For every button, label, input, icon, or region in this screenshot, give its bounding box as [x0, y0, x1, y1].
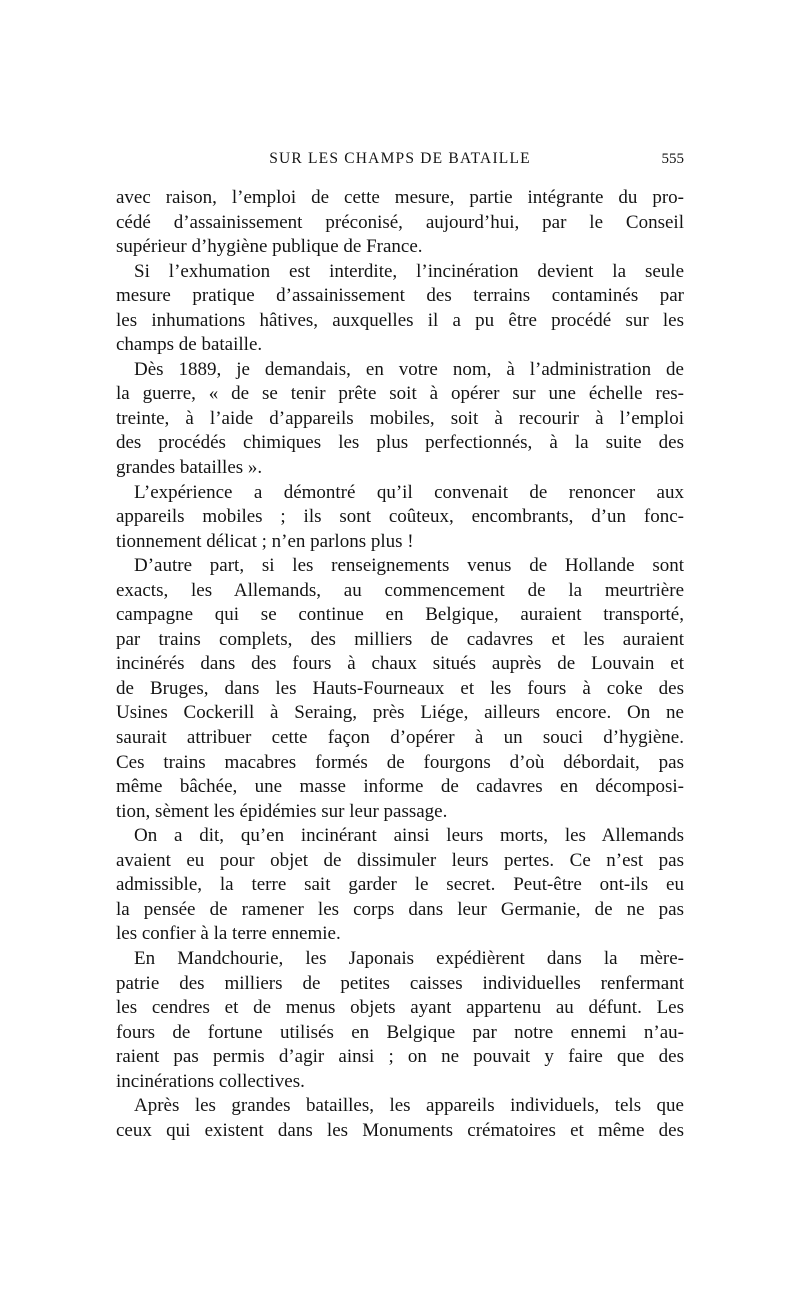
- running-header: [116, 148, 684, 170]
- text-line: avaient eu pour objet de dissimuler leurs pertes. Ce n’est pas: [116, 849, 684, 871]
- text-line: ceux qui existent dans les Monuments crématoires et même des: [116, 1119, 684, 1141]
- text-line: exacts, les Allemands, au commencement de la meurtrière: [116, 579, 684, 601]
- text-line: les confier à la terre ennemie.: [116, 923, 341, 945]
- text-line: Usines Cockerill à Seraing, près Liége, ailleurs encore. On ne: [116, 702, 684, 724]
- text-line: la pensée de ramener les corps dans leur Germanie, de ne pas: [116, 898, 684, 920]
- text-line: la guerre, « de se tenir prête soit à opérer sur une échelle res-: [116, 383, 684, 405]
- text-line: supérieur d’hygiène publique de France.: [116, 236, 423, 258]
- text-line: tionnement délicat ; n’en parlons plus !: [116, 530, 414, 552]
- text-line: mesure pratique d’assainissement des terrains contaminés par: [116, 285, 684, 307]
- text-line: Ces trains macabres formés de fourgons d’où débordait, pas: [116, 751, 684, 773]
- running-title: SUR LES CHAMPS DE BATAILLE: [269, 150, 531, 167]
- text-line: raient pas permis d’agir ainsi ; on ne pouvait y faire que des: [116, 1046, 684, 1068]
- text-line: D’autre part, si les renseignements venus de Hollande sont: [134, 555, 684, 577]
- text-line: treinte, à l’aide d’appareils mobiles, soit à recourir à l’emploi: [116, 407, 684, 429]
- text-line: saurait attribuer cette façon d’opérer à un souci d’hygiène.: [116, 727, 684, 749]
- text-line: même bâchée, une masse informe de cadavres en décomposi-: [116, 776, 684, 798]
- text-line: des procédés chimiques les plus perfectionnés, à la suite des: [116, 432, 684, 454]
- text-line: incinérations collectives.: [116, 1070, 305, 1092]
- text-line: Après les grandes batailles, les appareils individuels, tels que: [134, 1095, 684, 1117]
- text-line: admissible, la terre sait garder le secret. Peut-être ont-ils eu: [116, 874, 684, 896]
- text-line: grandes batailles ».: [116, 457, 263, 479]
- text-line: fours de fortune utilisés en Belgique par notre ennemi n’au-: [116, 1021, 684, 1043]
- text-line: L’expérience a démontré qu’il convenait de renoncer aux: [134, 481, 684, 503]
- text-line: les inhumations hâtives, auxquelles il a pu être procédé sur les: [116, 309, 684, 331]
- text-line: incinérés dans des fours à chaux situés auprès de Louvain et: [116, 653, 684, 675]
- body-text: [116, 186, 684, 1143]
- text-line: En Mandchourie, les Japonais expédièrent dans la mère-: [134, 947, 684, 969]
- text-line: les cendres et de menus objets ayant appartenu au défunt. Les: [116, 997, 684, 1019]
- text-line: campagne qui se continue en Belgique, auraient transporté,: [116, 604, 684, 626]
- text-line: Dès 1889, je demandais, en votre nom, à l’administration de: [134, 358, 684, 380]
- text-line: champs de bataille.: [116, 334, 263, 356]
- text-line: de Bruges, dans les Hauts-Fourneaux et les fours à coke des: [116, 677, 684, 699]
- text-line: Si l’exhumation est interdite, l’incinération devient la seule: [134, 260, 684, 282]
- page-number: 555: [661, 151, 684, 167]
- text-line: On a dit, qu’en incinérant ainsi leurs morts, les Allemands: [134, 825, 684, 847]
- text-line: avec raison, l’emploi de cette mesure, partie intégrante du pro-: [116, 187, 684, 208]
- text-line: tion, sèment les épidémies sur leur passage.: [116, 800, 448, 822]
- text-line: patrie des milliers de petites caisses individuelles renfermant: [116, 972, 684, 994]
- text-line: par trains complets, des milliers de cadavres et les auraient: [116, 628, 684, 650]
- text-line: appareils mobiles ; ils sont coûteux, encombrants, d’un fonc-: [116, 506, 684, 528]
- text-line: cédé d’assainissement préconisé, aujourd’hui, par le Conseil: [116, 211, 684, 233]
